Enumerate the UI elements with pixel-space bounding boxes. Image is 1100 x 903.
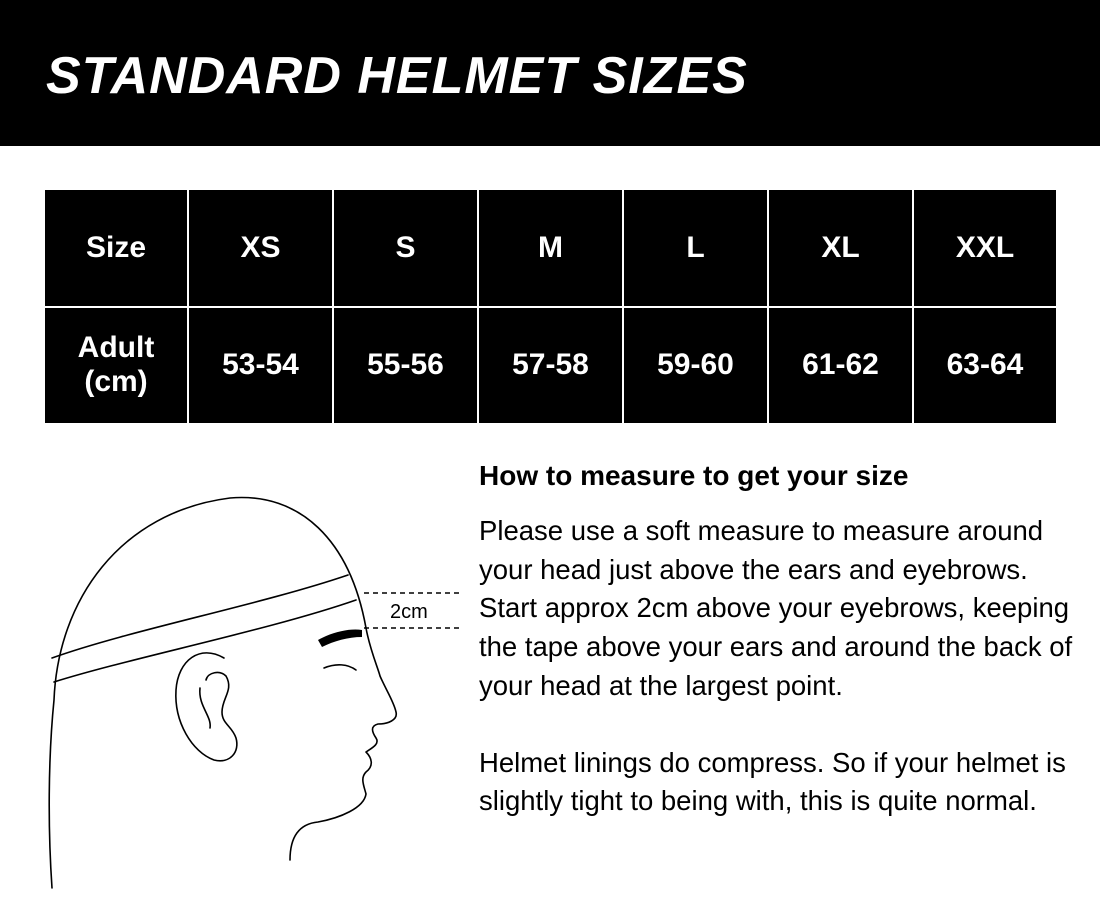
value-cell-l: 59-60 [623,307,768,425]
title-banner [0,0,1100,146]
page-title: STANDARD HELMET SIZES [46,47,748,105]
instructions-paragraph-2: Helmet linings do compress. So if your helmet is slightly tight to being with, this is quite normal. [479,746,1066,817]
size-cell-xxl: XXL [913,189,1057,307]
ear-icon [176,653,237,761]
size-cell-xl: XL [768,189,913,307]
value-cell-xs: 53-54 [188,307,333,425]
head-measurement-illustration [40,480,470,890]
closed-eye [324,665,356,670]
instructions-heading: How to measure to get your size [479,460,909,491]
eyebrow [318,629,362,647]
size-cell-s: S [333,189,478,307]
value-cell-xl: 61-62 [768,307,913,425]
adult-row-label: Adult (cm) [44,307,188,425]
face-profile [290,628,396,860]
instructions-paragraph-1: Please use a soft measure to measure around your head just above the ears and eyebrows. Start approx 2cm above your eyebrows, keeping the tape above your ears and around the back of your head at the largest point. [479,515,1073,701]
value-cell-xxl: 63-64 [913,307,1057,425]
table-header-row [44,189,1057,307]
size-chart-table [43,188,1058,425]
size-cell-m: M [478,189,623,307]
size-cell-l: L [623,189,768,307]
value-cell-m: 57-58 [478,307,623,425]
gap-label: 2cm [390,601,428,623]
table-row [44,307,1057,425]
measure-instructions [479,456,1079,821]
size-cell-xs: XS [188,189,333,307]
value-cell-s: 55-56 [333,307,478,425]
measuring-band-bottom [54,600,356,682]
size-row-label: Size [44,189,188,307]
head-outline [49,497,366,888]
